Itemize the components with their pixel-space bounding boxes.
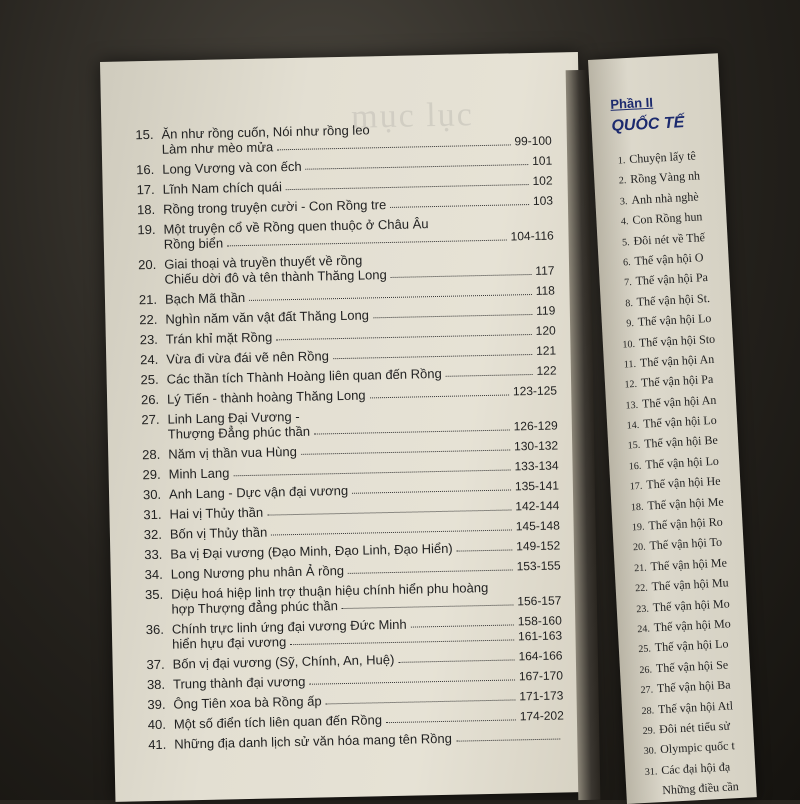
toc-list	[131, 119, 564, 758]
toc-entry	[136, 324, 556, 348]
toc-entry	[133, 214, 554, 253]
toc-entry-pages: 158-160	[518, 613, 562, 629]
toc-entry	[133, 194, 553, 218]
right-toc-title: Thế vận hội Sto	[638, 331, 715, 349]
toc-entry-title: Ông Tiên xoa bà Rồng ấp	[173, 694, 321, 712]
toc-entry-title: Vừa đi vừa đái vẽ nên Rồng	[166, 348, 329, 366]
toc-entry-title: Hai vị Thủy thần	[169, 505, 263, 522]
right-toc-title: Thế vận hội Lo	[637, 311, 711, 329]
toc-left-page	[100, 52, 593, 802]
toc-entry-number: 40.	[144, 717, 166, 732]
right-toc-title: Thế vận hội Pa	[641, 372, 714, 390]
toc-entry	[139, 478, 559, 502]
toc-entry-pages: 122	[536, 364, 556, 379]
toc-entry-title: Ăn như rồng cuốn, Nói như rồng leo	[131, 119, 551, 143]
right-toc-number: 14.	[621, 420, 640, 432]
toc-entry-title: Linh Lang Đại Vương -	[137, 403, 557, 427]
toc-entry-title: Các thần tích Thành Hoàng liên quan đến Rồng	[166, 366, 441, 387]
right-toc-title: Thế vận hội Ro	[648, 515, 723, 533]
dot-leader	[373, 304, 532, 318]
toc-entry	[143, 688, 563, 712]
right-toc-list	[607, 148, 740, 804]
right-toc-title: Đôi nét tiểu sử	[659, 718, 730, 736]
right-toc-number: 7.	[613, 277, 632, 289]
part-label: Phần II	[610, 93, 684, 112]
right-toc-title: Thế vận hội Ba	[657, 678, 731, 696]
right-toc-title: Thế vận hội Pa	[635, 270, 708, 288]
toc-entry	[143, 668, 563, 692]
toc-entry-number: 31.	[139, 507, 161, 522]
toc-entry	[131, 119, 552, 158]
toc-entry-title: Bốn vị đại vương (Sỹ, Chính, An, Huệ)	[172, 652, 394, 672]
toc-entry-pages: 104-116	[510, 229, 553, 245]
right-toc-number: 13.	[620, 400, 639, 412]
right-toc-title: Đôi nét về Thế	[633, 230, 705, 248]
dot-leader	[342, 594, 514, 609]
toc-entry-number: 27.	[137, 412, 159, 427]
right-toc-number: 11.	[618, 359, 637, 371]
toc-entry	[135, 304, 555, 328]
dot-leader	[369, 385, 509, 399]
right-toc-number: 27.	[635, 685, 654, 697]
toc-entry	[141, 578, 562, 617]
toc-entry-number: 29.	[138, 467, 160, 482]
toc-entry-pages: 174-202	[520, 708, 564, 724]
toc-entry-number: 25.	[137, 372, 159, 387]
dot-leader	[286, 174, 529, 190]
right-toc-number: 23.	[631, 603, 650, 615]
toc-entry-title: Bạch Mã thần	[165, 290, 246, 307]
toc-entry-pages: 145-148	[516, 518, 560, 534]
dot-leader	[301, 439, 511, 454]
toc-entry-number: 18.	[133, 202, 155, 217]
toc-entry	[144, 708, 564, 732]
toc-entry-title: Rồng trong truyện cười - Con Rồng tre	[163, 197, 386, 217]
toc-entry-pages: 101	[532, 154, 552, 169]
dot-leader	[233, 459, 510, 476]
toc-entry-pages: 121	[536, 344, 556, 359]
toc-entry-title: Năm vị thần vua Hùng	[168, 444, 297, 462]
toc-entry	[135, 284, 555, 308]
toc-entry-pages: 99-100	[514, 134, 552, 150]
toc-entry-number: 32.	[140, 527, 162, 542]
toc-entry-pages: 149-152	[516, 538, 560, 554]
dot-leader	[386, 709, 516, 723]
toc-entry-title: Làm như mèo mửa	[162, 139, 274, 156]
right-toc-title: Chuyện lấy tê	[629, 148, 696, 165]
toc-entry-number: 24.	[136, 352, 158, 367]
toc-entry-pages: 126-129	[514, 418, 558, 434]
dot-leader	[398, 649, 514, 662]
toc-entry-number: 21.	[135, 292, 157, 307]
right-toc-title: Thế vận hội An	[642, 392, 717, 410]
toc-entry-title: Chiếu dời đô và tên thành Thăng Long	[164, 267, 386, 287]
part-heading	[610, 93, 685, 136]
toc-entry-pages: 164-166	[518, 648, 562, 664]
toc-entry	[138, 458, 558, 482]
dot-leader	[352, 479, 511, 493]
right-toc-title: Thế vận hội An	[640, 352, 715, 370]
toc-entry-pages: 135-141	[515, 478, 559, 494]
toc-heading-watermark: mục lục	[351, 96, 474, 137]
right-toc-number: 28.	[636, 705, 655, 717]
right-toc-number: 1.	[607, 155, 626, 167]
toc-entry-title: Ba vị Đại vương (Đạo Minh, Đạo Linh, Đạo Hiển)	[170, 541, 453, 562]
toc-entry-pages: 103	[533, 194, 553, 209]
toc-entry-title: Long Nương phu nhân Ả rồng	[171, 563, 345, 582]
toc-entry	[132, 154, 552, 178]
toc-entry-title: Một số điển tích liên quan đến Rồng	[174, 712, 382, 731]
toc-entry-pages: 156-157	[517, 593, 561, 609]
dot-leader	[276, 324, 532, 340]
dot-leader	[305, 154, 528, 170]
right-toc-number: 6.	[612, 257, 631, 269]
dot-leader	[411, 614, 514, 627]
toc-entry-number: 34.	[141, 567, 163, 582]
toc-entry-pages: 119	[536, 304, 555, 319]
right-toc-title: Anh nhà nghè	[631, 189, 699, 207]
right-toc-number: 10.	[617, 338, 636, 350]
right-toc-number: 3.	[609, 196, 628, 208]
dot-leader	[309, 669, 515, 684]
toc-entry	[138, 438, 558, 462]
right-toc-title: Thế vận hội Se	[656, 657, 729, 675]
toc-entry-title: Thượng Đẳng phúc thần	[168, 424, 311, 442]
toc-entry	[144, 728, 564, 752]
toc-entry-number: 28.	[138, 447, 160, 462]
toc-entry	[137, 384, 557, 408]
toc-entry-pages: 153-155	[516, 558, 560, 574]
right-toc-number: 24.	[632, 624, 651, 636]
right-toc-number: 30.	[638, 746, 657, 758]
right-toc-number: 9.	[616, 318, 635, 330]
right-toc-number: 15.	[622, 440, 641, 452]
toc-entry-number: 15.	[131, 127, 153, 142]
right-toc-title: Thế vận hội O	[634, 250, 704, 268]
toc-entry	[141, 558, 561, 582]
dot-leader	[267, 499, 511, 515]
toc-entry-title: Anh Lang - Dực vận đại vương	[169, 483, 348, 502]
toc-entry-pages: 161-163	[518, 628, 562, 644]
toc-entry-title: Trung thành đại vương	[173, 674, 306, 692]
right-toc-number	[641, 794, 659, 795]
right-toc-title: Thế vận hội Lo	[654, 637, 728, 655]
dot-leader	[348, 559, 513, 573]
right-toc-item	[640, 779, 740, 804]
toc-entry-title: Trán khỉ mặt Rồng	[166, 329, 273, 346]
toc-entry-title: Chính trực linh ứng đại vương Đức Minh	[172, 617, 407, 637]
toc-entry-number: 41.	[144, 737, 166, 752]
right-toc-number: 29.	[637, 725, 656, 737]
right-toc-title: Thế vận hội Mo	[653, 616, 731, 634]
toc-entry-title: Một truyện cổ về Rồng quen thuộc ở Châu Âu	[133, 214, 553, 238]
right-toc-number: 12.	[619, 379, 638, 391]
right-toc-title: Thế vận hội Me	[647, 494, 724, 512]
right-toc-title: Con Rồng hun	[632, 209, 703, 227]
right-toc-title: Thế vận hội Mu	[651, 576, 729, 594]
toc-entry	[140, 538, 560, 562]
toc-entry-pages: 120	[536, 324, 556, 339]
dot-leader	[390, 194, 529, 208]
toc-entry-title: Những địa danh lịch sử văn hóa mang tên Rồng	[174, 731, 452, 752]
right-toc-title: Thế vận hội Lo	[643, 413, 717, 431]
dot-leader	[325, 689, 515, 704]
toc-entry-pages: 142-144	[515, 498, 559, 514]
right-toc-title: Thế vận hội Mo	[652, 596, 730, 614]
toc-entry-number: 36.	[142, 622, 164, 637]
right-toc-title: Thế vận hội Lo	[645, 454, 719, 472]
right-toc-number: 2.	[608, 176, 627, 188]
toc-entry-pages: 118	[536, 284, 555, 299]
toc-entry-number: 33.	[140, 547, 162, 562]
toc-entry-pages: 123-125	[513, 384, 557, 400]
toc-entry-number: 37.	[142, 657, 164, 672]
right-toc-number: 19.	[626, 522, 645, 534]
toc-entry-pages: 167-170	[519, 668, 563, 684]
toc-entry-title: Minh Lang	[168, 465, 229, 481]
toc-entry-number: 38.	[143, 677, 165, 692]
right-toc-title: Thế vận hội Atl	[658, 698, 734, 716]
toc-entry-number: 26.	[137, 392, 159, 407]
toc-entry-pages: 130-132	[514, 438, 558, 454]
toc-entry	[134, 249, 555, 288]
right-toc-number: 22.	[629, 583, 648, 595]
toc-entry-pages: 133-134	[514, 458, 558, 474]
toc-entry-title: Diệu hoá hiệp linh trợ thuận hiệu chính hiển phu hoàng	[141, 578, 561, 602]
right-toc-number: 18.	[625, 501, 644, 513]
toc-entry-title: Lý Tiến - thành hoàng Thăng Long	[167, 388, 366, 407]
toc-entry-number: 23.	[136, 332, 158, 347]
right-toc-number: 17.	[624, 481, 643, 493]
toc-entry-title: Giai thoại và truyền thuyết về rồng	[134, 249, 554, 273]
dot-leader	[333, 344, 532, 359]
toc-entry-number: 16.	[132, 162, 154, 177]
dot-leader	[249, 284, 532, 301]
toc-entry	[142, 613, 563, 652]
toc-entry	[137, 364, 557, 388]
toc-entry	[140, 518, 560, 542]
right-toc-title: Những điều cần	[662, 779, 739, 797]
toc-entry-number: 19.	[133, 222, 155, 237]
toc-entry-title: Nghìn năm văn vật đất Thăng Long	[165, 307, 369, 326]
right-toc-number: 21.	[628, 562, 647, 574]
toc-entry	[133, 174, 553, 198]
right-toc-title: Thế vận hội Be	[644, 433, 718, 451]
toc-entry-pages: 102	[532, 174, 552, 189]
toc-entry-title: Bốn vị Thủy thần	[170, 525, 268, 542]
toc-entry-title: hiển hựu đại vương	[172, 634, 286, 651]
dot-leader	[456, 729, 561, 742]
right-toc-number: 20.	[627, 542, 646, 554]
toc-entry-pages: 171-173	[519, 688, 563, 704]
right-toc-title: Rồng Vàng nh	[630, 169, 700, 187]
right-toc-title: Thế vận hội To	[649, 535, 722, 553]
toc-entry-title: Lĩnh Nam chích quái	[163, 179, 283, 196]
toc-entry	[139, 498, 559, 522]
toc-entry-number: 39.	[143, 697, 165, 712]
dot-leader	[446, 364, 533, 377]
right-toc-number: 31.	[639, 766, 658, 778]
right-toc-number: 16.	[623, 461, 642, 473]
right-toc-title: Thế vận hội He	[646, 474, 721, 492]
toc-entry	[136, 344, 556, 368]
toc-entry-title: Long Vương và con ếch	[162, 159, 302, 177]
toc-entry-number: 30.	[139, 487, 161, 502]
toc-entry-number: 22.	[135, 312, 157, 327]
right-toc-number: 5.	[611, 237, 630, 249]
toc-entry	[137, 403, 558, 442]
dot-leader	[271, 519, 512, 535]
right-toc-title: Olympic quốc t	[660, 739, 735, 757]
toc-entry-title: hợp Thượng đẳng phúc thần	[171, 598, 338, 616]
dot-leader	[391, 264, 532, 278]
toc-entry-number: 20.	[134, 257, 156, 272]
right-toc-number: 4.	[610, 216, 629, 228]
toc-entry-number: 17.	[133, 182, 155, 197]
toc-entry-title: Rồng biển	[164, 235, 224, 251]
right-toc-number: 25.	[633, 644, 652, 656]
toc-entry	[142, 648, 562, 672]
right-toc-title: Thế vận hội St.	[636, 291, 710, 309]
dot-leader	[457, 539, 513, 551]
right-toc-title: Các đại hội đạ	[661, 759, 731, 777]
right-toc-number: 8.	[615, 298, 634, 310]
right-toc-number: 26.	[634, 664, 653, 676]
toc-entry-pages: 117	[535, 264, 554, 279]
right-toc-title: Thế vận hội Me	[650, 555, 727, 573]
section-title: QUỐC TẾ	[611, 114, 685, 136]
toc-entry-number: 35.	[141, 587, 163, 602]
